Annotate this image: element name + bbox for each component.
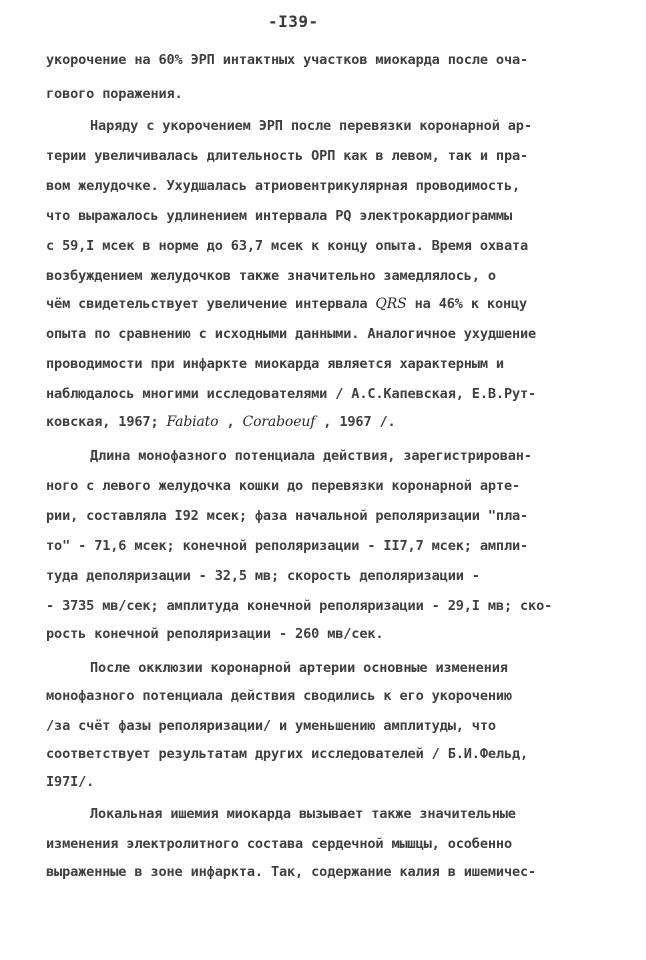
- text-line-25: I97I/.: [46, 774, 95, 790]
- handwritten-fabiato: Fabiato: [166, 414, 219, 430]
- text-line-22: монофазного потенциала действия сводились к его укорочению: [46, 688, 512, 704]
- text-line-13: [46, 414, 396, 430]
- text-line-11: проводимости при инфаркте миокарда является характерным и: [46, 356, 504, 372]
- text-segment: чём свидетельствует увеличение интервала: [46, 296, 376, 312]
- text-line-26: Локальная ишемия миокарда вызывает также значительные: [90, 806, 516, 822]
- text-line-7: с 59,I мсек в норме до 63,7 мсек к концу опыта. Время охвата: [46, 238, 529, 254]
- text-line-17: то" - 71,6 мсек; конечной реполяризации - II7,7 мсек; ампли-: [46, 538, 529, 554]
- text-line-19: - 3735 мв/сек; амплитуда конечной реполяризации - 29,I мв; ско-: [46, 598, 553, 614]
- text-line-24: соответствует результатам других исследователей / Б.И.Фельд,: [46, 746, 529, 762]
- text-line-21: После окклюзии коронарной артерии основные изменения: [90, 660, 508, 676]
- text-line-23: /за счёт фазы реполяризации/ и уменьшению амплитуды, что: [46, 718, 496, 734]
- text-line-6: что выражалось удлинением интервала PQ электрокардиограммы: [46, 208, 512, 224]
- text-line-5: вом желудочке. Ухудшалась атриовентрикулярная проводимость,: [46, 178, 521, 194]
- text-segment: на 46% к концу: [406, 296, 528, 312]
- text-line-9: [46, 296, 527, 312]
- text-segment: ,: [218, 414, 243, 430]
- handwritten-qrs: QRS: [375, 296, 407, 312]
- text-segment: , 1967 /.: [315, 414, 396, 430]
- text-line-15: ного с левого желудочка кошки до перевязки коронарной арте-: [46, 478, 521, 494]
- text-line-4: терии увеличивалась длительность ОРП как в левом, так и пра-: [46, 148, 529, 164]
- page-number: -I39-: [268, 12, 319, 31]
- text-line-1: укорочение на 60% ЭРП интактных участков миокарда после оча-: [46, 52, 529, 68]
- text-line-8: возбуждением желудочков также значительно замедлялось, о: [46, 268, 496, 284]
- text-line-18: туда деполяризации - 32,5 мв; скорость деполяризации -: [46, 568, 480, 584]
- text-line-20: рость конечной реполяризации - 260 мв/сек.: [46, 626, 384, 642]
- text-line-27: изменения электролитного состава сердечной мышцы, особенно: [46, 836, 512, 852]
- text-line-28: выраженные в зоне инфаркта. Так, содержание калия в ишемичес-: [46, 864, 537, 880]
- text-segment: ковская, 1967;: [46, 414, 167, 430]
- text-line-3: Наряду с укорочением ЭРП после перевязки коронарной ар-: [90, 118, 532, 134]
- text-line-2: гового поражения.: [46, 86, 183, 102]
- text-line-12: наблюдалось многими исследователями / А.С.Капевская, Е.В.Рут-: [46, 386, 537, 402]
- handwritten-coraboeuf: Coraboeuf: [242, 414, 316, 430]
- text-line-14: Длина монофазного потенциала действия, зарегистрирован-: [90, 448, 532, 464]
- text-line-10: опыта по сравнению с исходными данными. Аналогичное ухудшение: [46, 326, 537, 342]
- text-line-16: рии, составляла I92 мсек; фаза начальной реполяризации "пла-: [46, 508, 529, 524]
